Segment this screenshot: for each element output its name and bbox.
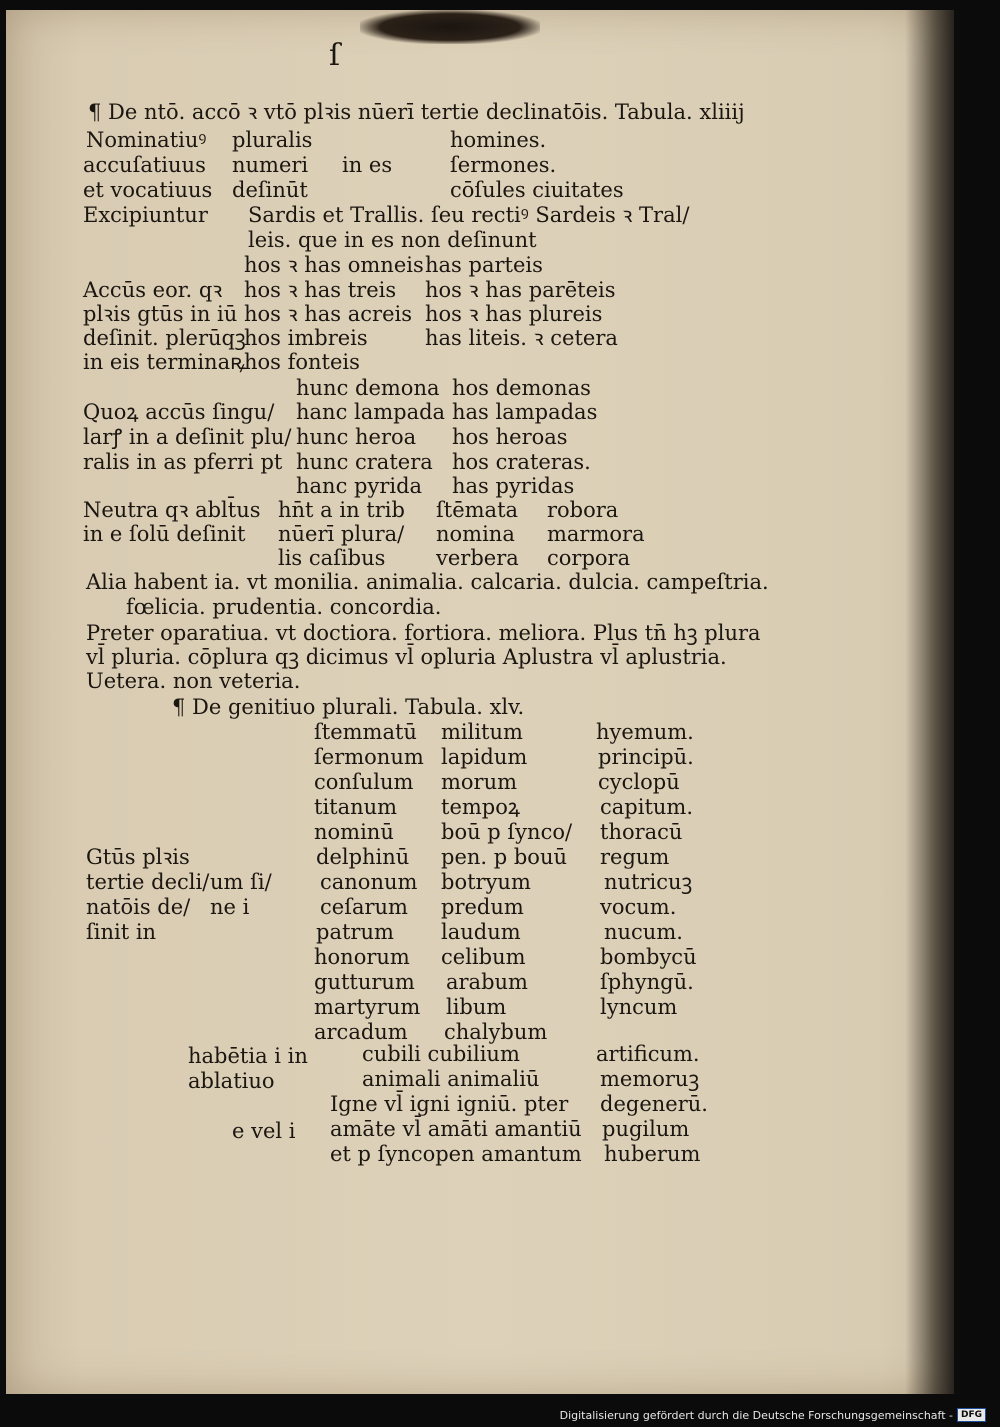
row2-col4: ſermones. <box>450 153 557 177</box>
row3-col4: cōſules ciuitates <box>450 178 624 202</box>
neutra-col3-1: robora <box>547 498 619 522</box>
dfg-logo: DFG <box>957 1408 986 1422</box>
gen-side-2: tertie decli/ <box>86 870 210 894</box>
footer-credit <box>560 1408 986 1422</box>
neutra-col1-2: nūerī plura/ <box>278 522 405 546</box>
preter-line-3: Uetera. non veteria. <box>86 669 301 693</box>
gen-col2-8: predum <box>441 895 524 919</box>
quorum-col1-3: hunc heroa <box>296 425 417 449</box>
gen-col3-12: lyncum <box>600 995 678 1019</box>
gen-side-1: Gtūs plꝛis <box>86 845 190 869</box>
gen-col2-7: botryum <box>441 870 531 894</box>
gen-col1-12: martyrum <box>314 995 421 1019</box>
quorum-col2-2: has lampadas <box>452 400 598 424</box>
quorum-col2-3: hos heroas <box>452 425 568 449</box>
bottom-line-4: amāte vl̄ amāti amantiū <box>330 1117 582 1141</box>
gen-col3-5: thoracū <box>600 820 683 844</box>
quorum-side-1: Quoꝝ accūs ſingu/ <box>83 400 275 424</box>
accus-col2-3: hos ꝛ has plureis <box>425 302 603 326</box>
row3-col2: deſinūt <box>232 178 308 202</box>
quorum-side-2: larꝭ in a deſinit plu/ <box>83 425 292 449</box>
accus-col2-1: has parteis <box>425 253 543 277</box>
bottom-line-3: Igne vl̄ igni igniū. pter <box>330 1092 569 1116</box>
quorum-col2-5: has pyridas <box>452 474 575 498</box>
accus-side-2: plꝛis gtūs in iū <box>83 302 238 326</box>
neutra-col1-1: hn̄t a in trib <box>278 498 405 522</box>
bottom-line-5: et p ſyncopen amantum <box>330 1142 582 1166</box>
gen-col2-3: morum <box>441 770 518 794</box>
footer-text: Digitalisierung gefördert durch die Deutsche Forschungsgemeinschaft - <box>559 1408 953 1422</box>
accus-col2-4: has liteis. ꝛ cetera <box>425 326 618 350</box>
gen-um-1: um ſi/ <box>210 870 272 894</box>
bottom-line-2: animali animaliū <box>362 1067 540 1091</box>
alia-line-2: fœlicia. prudentia. concordia. <box>126 595 442 619</box>
neutra-col2-1: ſtēmata <box>436 498 519 522</box>
excipiuntur-label: Excipiuntur <box>83 203 208 227</box>
gen-col2-12: libum <box>446 995 507 1019</box>
row3-col1: et vocatiuus <box>83 178 213 202</box>
gen-col3-8: vocum. <box>600 895 677 919</box>
gen-col3-18: huberum <box>604 1142 701 1166</box>
gen-col3-2: principū. <box>598 745 694 769</box>
row2-col3: in es <box>342 153 393 177</box>
gen-col1-13: arcadum <box>314 1020 408 1044</box>
gen-col2-10: celibum <box>441 945 526 969</box>
e-vel-i: e vel i <box>232 1119 296 1143</box>
row1-col4: homines. <box>450 128 547 152</box>
accus-col1-3: hos ꝛ has acreis <box>244 302 412 326</box>
gen-side-4: ſinit in <box>86 920 157 944</box>
gen-col1-10: honorum <box>314 945 410 969</box>
folio-mark: ſ <box>329 38 341 73</box>
gen-col3-15: memoruꝫ <box>600 1067 700 1091</box>
gen-um-2: ne i <box>210 895 250 919</box>
gen-col1-8: ceſarum <box>320 895 408 919</box>
gen-col3-1: hyemum. <box>596 720 694 744</box>
quorum-col1-2: hanc lampada <box>296 400 446 424</box>
row2-col2: numeri <box>232 153 309 177</box>
quorum-col1-4: hunc cratera <box>296 450 433 474</box>
gen-col1-5: nominū <box>314 820 394 844</box>
gen-col1-11: gutturum <box>314 970 415 994</box>
accus-col1-4: hos imbreis <box>244 326 368 350</box>
accus-col1-5: hos fonteis <box>244 350 360 374</box>
accus-side-3: deſinit. plerūqꝫ <box>83 326 246 350</box>
neutra-col2-3: verbera <box>436 546 519 570</box>
gen-col1-6: delphinū <box>316 845 410 869</box>
bottom-line-1: cubili cubilium <box>362 1042 520 1066</box>
accus-col1-2: hos ꝛ has treis <box>244 278 397 302</box>
gen-col3-9: nucum. <box>604 920 683 944</box>
neutra-col3-2: marmora <box>547 522 645 546</box>
gen-col2-11: arabum <box>446 970 528 994</box>
gen-col3-4: capitum. <box>600 795 693 819</box>
neutra-col3-3: corpora <box>547 546 631 570</box>
habentia-line-1: habētia i in <box>188 1044 308 1068</box>
gen-col3-3: cyclopū <box>598 770 680 794</box>
gen-col3-17: pugilum <box>602 1117 690 1141</box>
habentia-line-2: ablatiuo <box>188 1069 275 1093</box>
gen-col3-7: nutricuꝫ <box>604 870 693 894</box>
gen-col3-16: degenerū. <box>600 1092 708 1116</box>
gen-col3-6: regum <box>600 845 670 869</box>
header-tabula-45: ¶ De genitiuo plurali. Tabula. xlv. <box>172 695 525 719</box>
excipiuntur-line-2: leis. que in es non deſinunt <box>248 228 537 252</box>
accus-col1-1: hos ꝛ has omneis <box>244 253 424 277</box>
gen-col3-11: ſphyngū. <box>600 970 694 994</box>
gen-col1-4: titanum <box>314 795 398 819</box>
gen-col3-10: bombycū <box>600 945 697 969</box>
quorum-col1-1: hunc demona <box>296 376 440 400</box>
neutra-col1-3: lis caſibus <box>278 546 386 570</box>
alia-line-1: Alia habent ia. vt monilia. animalia. calcaria. dulcia. campeſtria. <box>86 570 769 594</box>
gen-col3-14: artificum. <box>596 1042 700 1066</box>
excipiuntur-line-1: Sardis et Trallis. ſeu rectiꝰ Sardeis ꝛ Tral/ <box>248 203 690 227</box>
accus-col2-2: hos ꝛ has parēteis <box>425 278 616 302</box>
gen-side-3: natōis de/ <box>86 895 191 919</box>
preter-line-1: Preter oparatiua. vt doctiora. fortiora. meliora. Plus tn̄ hꝫ plura <box>86 621 761 645</box>
gen-col2-1: militum <box>441 720 523 744</box>
gen-col2-9: laudum <box>441 920 521 944</box>
top-ink-stain <box>360 10 540 44</box>
row2-col1: accuſatiuus <box>83 153 206 177</box>
row1-col1: Nominatiuꝰ <box>86 128 207 152</box>
gen-col2-6: pen. p bouū <box>441 845 567 869</box>
gen-col2-5: boū p ſynco/ <box>441 820 573 844</box>
quorum-col2-1: hos demonas <box>452 376 591 400</box>
neutra-side-1: Neutra qꝛ ablt̄us <box>83 498 261 522</box>
quorum-col1-5: hanc pyrida <box>296 474 423 498</box>
preter-line-2: vl̄ pluria. cōplura qꝫ dicimus vl̄ opluria Aplustra vl̄ aplustria. <box>86 645 727 669</box>
gen-col1-9: patrum <box>316 920 394 944</box>
gen-col2-13: chalybum <box>444 1020 548 1044</box>
neutra-side-2: in e ſolū deſinit <box>83 522 246 546</box>
neutra-col2-2: nomina <box>436 522 515 546</box>
gen-col2-4: tempoꝝ <box>441 795 521 819</box>
gen-col1-2: ſermonum <box>314 745 424 769</box>
gen-col1-7: canonum <box>320 870 418 894</box>
accus-side-1: Accūs eor. qꝛ <box>83 278 223 302</box>
quorum-col2-4: hos crateras. <box>452 450 591 474</box>
gen-col1-1: ſtemmatū <box>314 720 417 744</box>
gen-col2-2: lapidum <box>441 745 528 769</box>
row1-col2: pluralis <box>232 128 313 152</box>
quorum-side-3: ralis in as pferri pt <box>83 450 283 474</box>
gen-col1-3: conſulum <box>314 770 414 794</box>
accus-side-4: in eis terminaꝶ <box>83 350 246 374</box>
header-tabula-44: ¶ De ntō. accō ꝛ vtō plꝛis nūerī tertie declinatōis. Tabula. xliiij <box>88 100 745 124</box>
right-edge-shadow <box>905 10 965 1394</box>
